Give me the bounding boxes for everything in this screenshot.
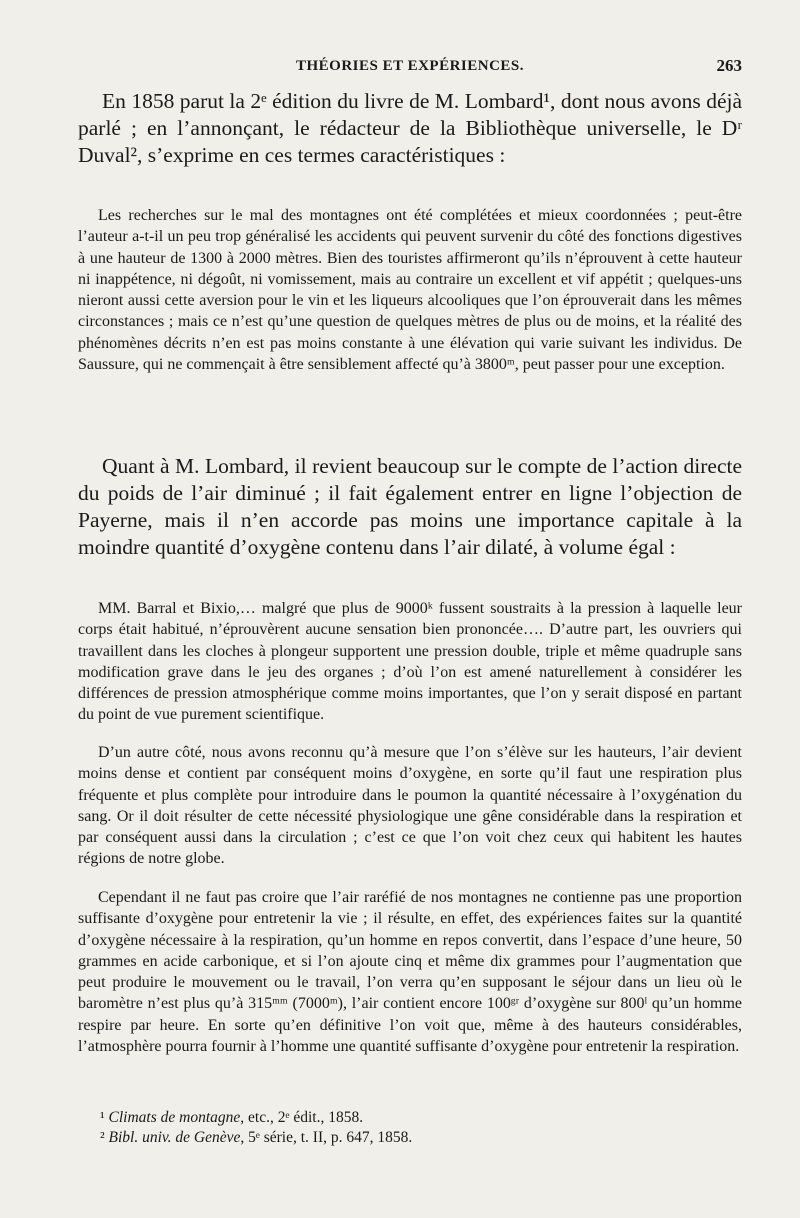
paragraph-lombard: Quant à M. Lombard, il revient beaucoup sur le compte de l’action directe du poids de l’air diminué ; il fait également entrer en ligne l’objection de Payerne, mais il n’en accorde pas moins une importance capitale à la moindre quantité d’oxygène contenu dans l’air dilaté, à volume égal : <box>78 454 742 559</box>
footnote-2-rest: , 5ᵉ série, t. II, p. 647, 1858. <box>240 1129 413 1146</box>
quote-duval: Les recherches sur le mal des montagnes ont été complétées et mieux coordonnées ; peut-être l’auteur a-t-il un peu trop généralisé les accidents qui peuvent survenir du côté des fonctions digestives à une hauteur de 1300 à 2000 mètres. Bien des touristes affirmeront qu’ils n’éprouvent à cette hauteur ni inappétence, ni dégoût, ni vomissement, mais au contraire un excellent et vif appétit ; quelques-uns nieront aussi cette aversion pour le vin et les liqueurs alcooliques que l’on éprouverait dans les mêmes circonstances ; mais ce n’est qu’une question de quelques mètres de plus ou de moins, et la réalité des phénomènes décrits n’en est pas moins constante à une élévation qui varie suivant les individus. De Saussure, qui ne commençait à être sensiblement affecté qu’à 3800ᵐ, peut passer pour une exception. <box>78 207 742 374</box>
paragraph-intro: En 1858 parut la 2ᵉ édition du livre de M. Lombard¹, dont nous avons déjà parlé ; en l’annonçant, le rédacteur de la Bibliothèque universelle, le Dʳ Duval², s’exprime en ces termes caractéristiques : <box>78 89 742 167</box>
quote-altitude-oxygen: D’un autre côté, nous avons reconnu qu’à mesure que l’on s’élève sur les hauteurs, l’air devient moins dense et contient par conséquent moins d’oxygène, en sorte qu’il faut une respiration plus fréquente et plus complète pour introduire dans le poumon la quantité nécessaire à l’oxygénation du sang. Or il doit résulter de cette nécessité physiologique une gêne considérable dans la respiration et par conséquent aussi dans la circulation ; c’est ce que l’on voit chez ceux qui habitent les hautes régions de notre globe. <box>78 744 742 868</box>
page-number: 263 <box>716 56 742 75</box>
quote-oxygen-sufficiency: Cependant il ne faut pas croire que l’air raréfié de nos montagnes ne contienne pas une proportion suffisante d’oxygène pour entretenir la vie ; il résulte, en effet, des expériences faites sur la quantité d’oxygène nécessaire à la respiration, qu’un homme en repos convertit, dans l’espace d’une heure, 50 grammes en acide carbonique, et si l’on ajoute cinq et même dix grammes pour l’augmentation que peut produire le mouvement ou le travail, l’on verra qu’en supposant le séjour dans un lieu où le baromètre n’est plus qu’à 315ᵐᵐ (7000ᵐ), l’air contient encore 100ᵍʳ d’oxygène sur 800ˡ qu’un homme respire par heure. En sorte qu’en définitive l’on voit que, même à des hauteurs considérables, l’atmosphère pourra fournir à l’homme une quantité suffisante d’oxygène pour entretenir la respiration. <box>78 889 742 1056</box>
footnote-2-mark: ² <box>100 1129 105 1146</box>
footnotes <box>100 1108 742 1148</box>
quote-barral-bixio: MM. Barral et Bixio,… malgré que plus de 9000ᵏ fussent soustraits à la pression à laquelle leur corps était habitué, n’éprouvèrent aucune sensation bien prononcée…. D’autre part, les ouvriers qui travaillent dans les cloches à plongeur supportent une pression double, triple et même quadruple sans modification grave dans le jeu des organes ; d’où l’on est amené naturellement à considérer les différences de pression atmosphérique comme moins importantes, que l’on y serait disposé en partant du point de vue purement scientifique. <box>78 600 742 724</box>
footnote-1 <box>100 1108 742 1128</box>
footnote-2-title: Bibl. univ. de Genève <box>108 1129 241 1146</box>
footnote-2 <box>100 1128 742 1148</box>
running-head <box>78 58 742 80</box>
footnote-1-mark: ¹ <box>100 1109 105 1126</box>
running-title: THÉORIES ET EXPÉRIENCES. <box>295 58 525 74</box>
footnote-1-rest: , etc., 2ᵉ édit., 1858. <box>240 1109 364 1126</box>
footnote-1-title: Climats de montagne <box>108 1109 241 1126</box>
